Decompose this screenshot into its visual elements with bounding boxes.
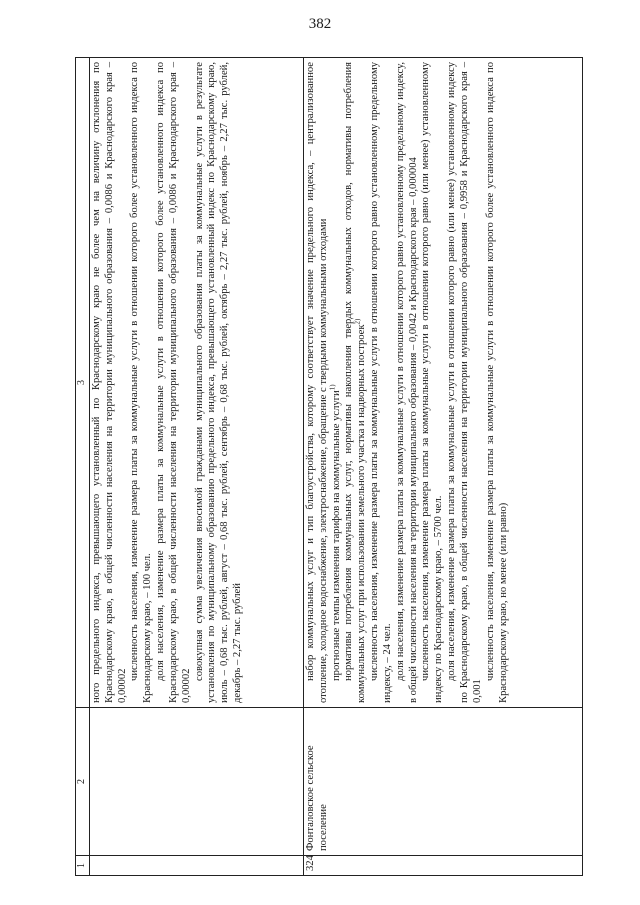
row-details (89, 58, 303, 708)
paragraph (369, 62, 395, 703)
paragraph (328, 62, 344, 703)
column-header-1: 1 (76, 856, 90, 876)
paragraph (395, 62, 421, 703)
paragraph-text: численность населения, изменение размера платы за коммунальные услуги в отношении которого более установленного индекса по Краснодарскому краю, – 100 чел. (129, 62, 154, 703)
municipality-name (89, 708, 303, 856)
paragraph (129, 62, 155, 703)
municipality-name: Фонталовское сельское поселение (303, 708, 582, 856)
column-header-2: 2 (76, 708, 90, 856)
paragraph-text: совокупная сумма увеличения вносимой гражданами муниципального образования платы за коммунальные услуги в результате установления по муниципальному образованию предельного индекса, превышающего установленный индекс по Краснодарскому краю, июль – 0,68 тыс. рублей, август – 0,68 тыс. рублей, сентябрь – 0,68 тыс. рублей, октябрь – 2,27 тыс. рублей, ноябрь – 2,27 тыс. рублей, декабрь – 2,27 тыс. рублей (193, 62, 244, 703)
paragraph-text: доля населения, изменение размера платы за коммунальные услуги в отношении которого более установленного индекса по Краснодарскому краю, в общей численности населения на территории муниципального образования – 0,0086 и Краснодарского края – 0,00002 (155, 62, 192, 703)
paragraph-text: доля населения, изменение размера платы за коммунальные услуги в отношении которого равно (или менее) установленному индексу по Краснодарскому краю, в общей численности населения на территории муниципального образования – 0,9958 и Краснодарского края – 0,001 (446, 62, 483, 703)
paragraph (155, 62, 194, 703)
paragraph-text: доля населения, изменение размера платы за коммунальные услуги в отношении которого равно установленному предельному индексу, в общей численности населения на территории муниципального образования – 0,0042 и Краснодарского края – 0,000004 (394, 62, 419, 703)
table-sheet (75, 58, 583, 876)
column-header-3: 3 (76, 58, 90, 708)
table-header-row (76, 58, 90, 876)
row-number: 324 (303, 856, 582, 876)
paragraph-text: ного предельного индекса, превышающего установленный по Краснодарскому краю не более чем на величину отклонения по Краснодарскому краю, в общей численности населения на территории муниципального образования – 0,0086 и Краснодарского края – 0,00002 (90, 62, 128, 703)
table-row (89, 58, 303, 876)
table-row (303, 58, 582, 876)
row-number (89, 856, 303, 876)
paragraph-text: численность населения, изменение размера платы за коммунальные услуги в отношении которого более установленного индекса по Краснодарскому краю, но менее (или равно) (484, 62, 509, 703)
paragraph-text: нормативы потребления коммунальных услуг, нормативы накопления твердых коммунальных отходов, нормативы потребления коммунальных услуг при использовании земельного участка и надворных построек (343, 62, 368, 703)
paragraph (305, 62, 331, 703)
paragraph-text: численность населения, изменение размера платы за коммунальные услуги в отношении которого равно (или менее) установленному индексу по Краснодарскому краю, – 5700 чел. (420, 62, 445, 703)
paragraph (420, 62, 446, 703)
tariff-table (75, 57, 583, 876)
paragraph (194, 62, 245, 703)
paragraph-text: набор коммунальных услуг и тип благоустройства, которому соответствует значение предельного индекса, – централизованное отопление, холодное водоснабжение, электроснабжение, обращение с твердыми коммунальными отходами (304, 62, 329, 703)
row-details (303, 58, 582, 708)
paragraph (446, 62, 485, 703)
footnote-marker: 1) (328, 384, 336, 391)
footnote-marker: 2) (353, 318, 362, 325)
page-number: 382 (308, 16, 332, 32)
paragraph (343, 62, 369, 703)
paragraph (485, 62, 511, 703)
paragraph (91, 62, 130, 703)
paragraph-text: прогнозные темпы изменения тарифов на коммунальные услуги (330, 390, 342, 681)
paragraph-text: численность населения, изменение размера платы за коммунальные услуги в отношении которого равно установленному предельному индексу, – 24 чел. (369, 62, 393, 703)
